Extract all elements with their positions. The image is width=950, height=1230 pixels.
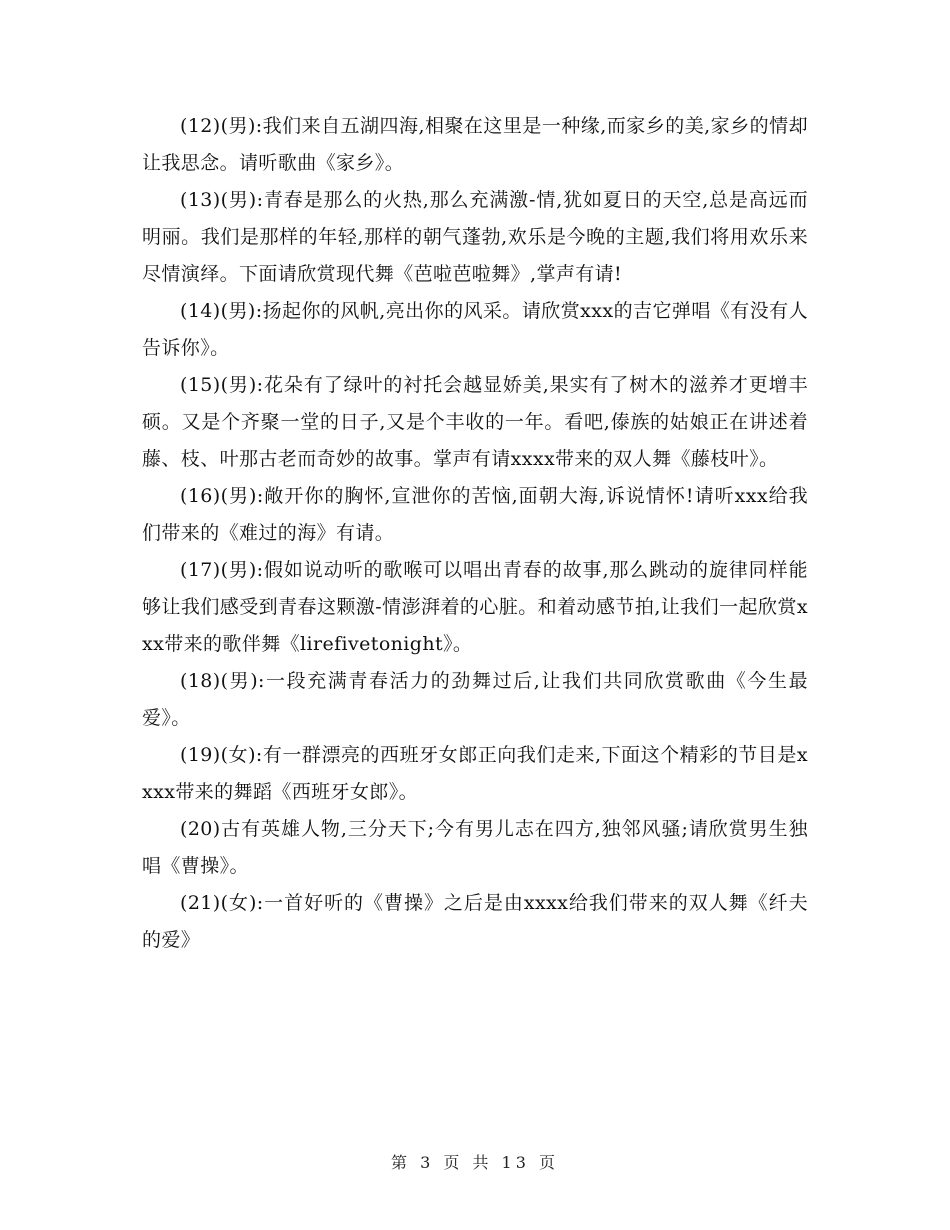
page-number-footer: 第 3 页 共 13 页 bbox=[391, 1153, 559, 1172]
paragraph-15: (15)(男):花朵有了绿叶的衬托会越显娇美,果实有了树木的滋养才更增丰硕。又是个齐聚一堂的日子,又是个丰收的一年。看吧,傣族的姑娘正在讲述着藤、枝、叶那古老而奇妙的故事。掌声有请xxxx带来的双人舞《藤枝叶》。 bbox=[142, 374, 808, 470]
document-body bbox=[142, 108, 808, 959]
paragraph-14: (14)(男):扬起你的风帆,亮出你的风采。请欣赏xxx的吉它弹唱《有没有人告诉你》。 bbox=[142, 300, 808, 359]
paragraph-18: (18)(男):一段充满青春活力的劲舞过后,让我们共同欣赏歌曲《今生最爱》。 bbox=[142, 670, 808, 729]
paragraph-20: (20)古有英雄人物,三分天下;今有男儿志在四方,独邻风骚;请欣赏男生独唱《曹操》。 bbox=[142, 818, 808, 877]
paragraph-12: (12)(男):我们来自五湖四海,相聚在这里是一种缘,而家乡的美,家乡的情却让我思念。请听歌曲《家乡》。 bbox=[142, 115, 808, 174]
paragraph-16: (16)(男):敞开你的胸怀,宣泄你的苦恼,面朝大海,诉说情怀!请听xxx给我们带来的《难过的海》有请。 bbox=[142, 485, 808, 544]
paragraph-17: (17)(男):假如说动听的歌喉可以唱出青春的故事,那么跳动的旋律同样能够让我们感受到青春这颗激-情澎湃着的心脏。和着动感节拍,让我们一起欣赏xxx带来的歌伴舞《lirefivetonight》。 bbox=[142, 559, 808, 655]
paragraph-19: (19)(女):有一群漂亮的西班牙女郎正向我们走来,下面这个精彩的节目是xxxx带来的舞蹈《西班牙女郎》。 bbox=[142, 744, 808, 803]
paragraph-13: (13)(男):青春是那么的火热,那么充满激-情,犹如夏日的天空,总是高远而明丽。我们是那样的年轻,那样的朝气蓬勃,欢乐是今晚的主题,我们将用欢乐来尽情演绎。下面请欣赏现代舞《芭啦芭啦舞》,掌声有请! bbox=[142, 189, 808, 285]
paragraph-21: (21)(女):一首好听的《曹操》之后是由xxxx给我们带来的双人舞《纤夫的爱》 bbox=[142, 892, 808, 951]
